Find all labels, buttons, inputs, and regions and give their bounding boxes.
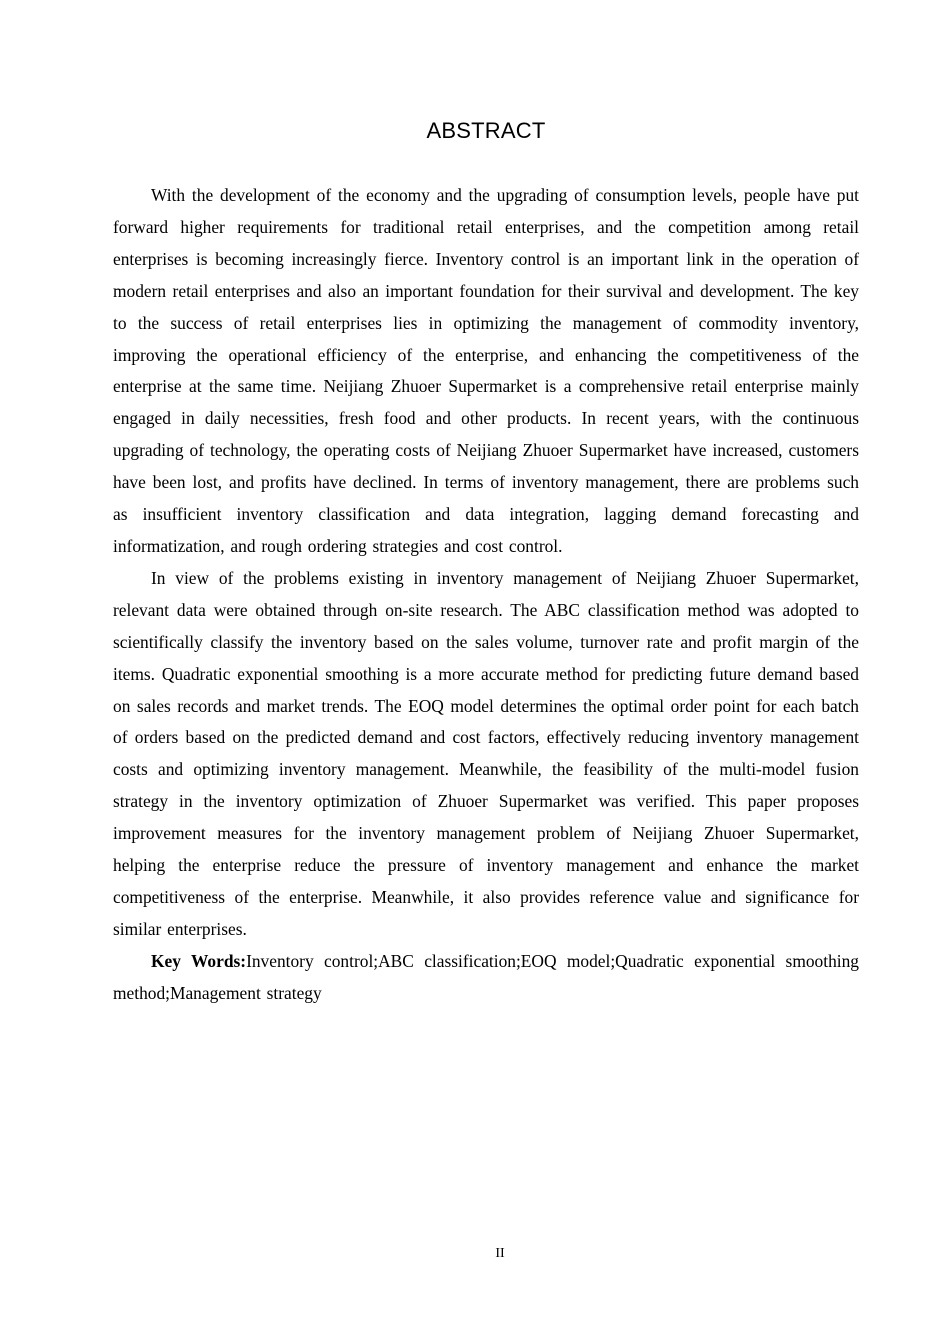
- abstract-heading: ABSTRACT: [426, 118, 546, 143]
- abstract-paragraph-1: With the development of the economy and the upgrading of consumption levels, people have put forward higher requirements for traditional retail enterprises, and the competition among retail enterprises is becoming increasingly fierce. Inventory control is an important link in the operation of modern retail enterprises and also an important foundation for their survival and development. The key to the success of retail enterprises lies in optimizing the management of commodity inventory, improving the operational efficiency of the enterprise, and enhancing the competitiveness of the enterprise at the same time. Neijiang Zhuoer Supermarket is a comprehensive retail enterprise mainly engaged in daily necessities, fresh food and other products. In recent years, with the continuous upgrading of technology, the operating costs of Neijiang Zhuoer Supermarket have increased, customers have been lost, and profits have declined. In terms of inventory management, there are problems such as insufficient inventory classification and data integration, lagging demand forecasting and informatization, and rough ordering strategies and cost control.: [113, 185, 859, 556]
- page-number: II: [495, 1246, 505, 1261]
- keywords-text: Inventory control;ABC classification;EOQ model;Quadratic exponential smoothing method;Management strategy: [113, 950, 859, 1003]
- abstract-body: [113, 180, 859, 1010]
- keywords-paragraph: [113, 946, 859, 1010]
- abstract-paragraph-2: In view of the problems existing in inventory management of Neijiang Zhuoer Supermarket, relevant data were obtained through on-site research. The ABC classification method was adopted to scientifically classify the inventory based on the sales volume, turnover rate and profit margin of the items. Quadratic exponential smoothing is a more accurate method for predicting future demand based on sales records and market trends. The EOQ model determines the optimal order point for each batch of orders based on the predicted demand and cost factors, effectively reducing inventory management costs and optimizing inventory management. Meanwhile, the feasibility of the multi-model fusion strategy in the inventory optimization of Zhuoer Supermarket was verified. This paper proposes improvement measures for the inventory management problem of Neijiang Zhuoer Supermarket, helping the enterprise reduce the pressure of inventory management and enhance the market competitiveness of the enterprise. Meanwhile, it also provides reference value and significance for similar enterprises.: [113, 567, 859, 939]
- keywords-label: Key Words:: [151, 950, 247, 971]
